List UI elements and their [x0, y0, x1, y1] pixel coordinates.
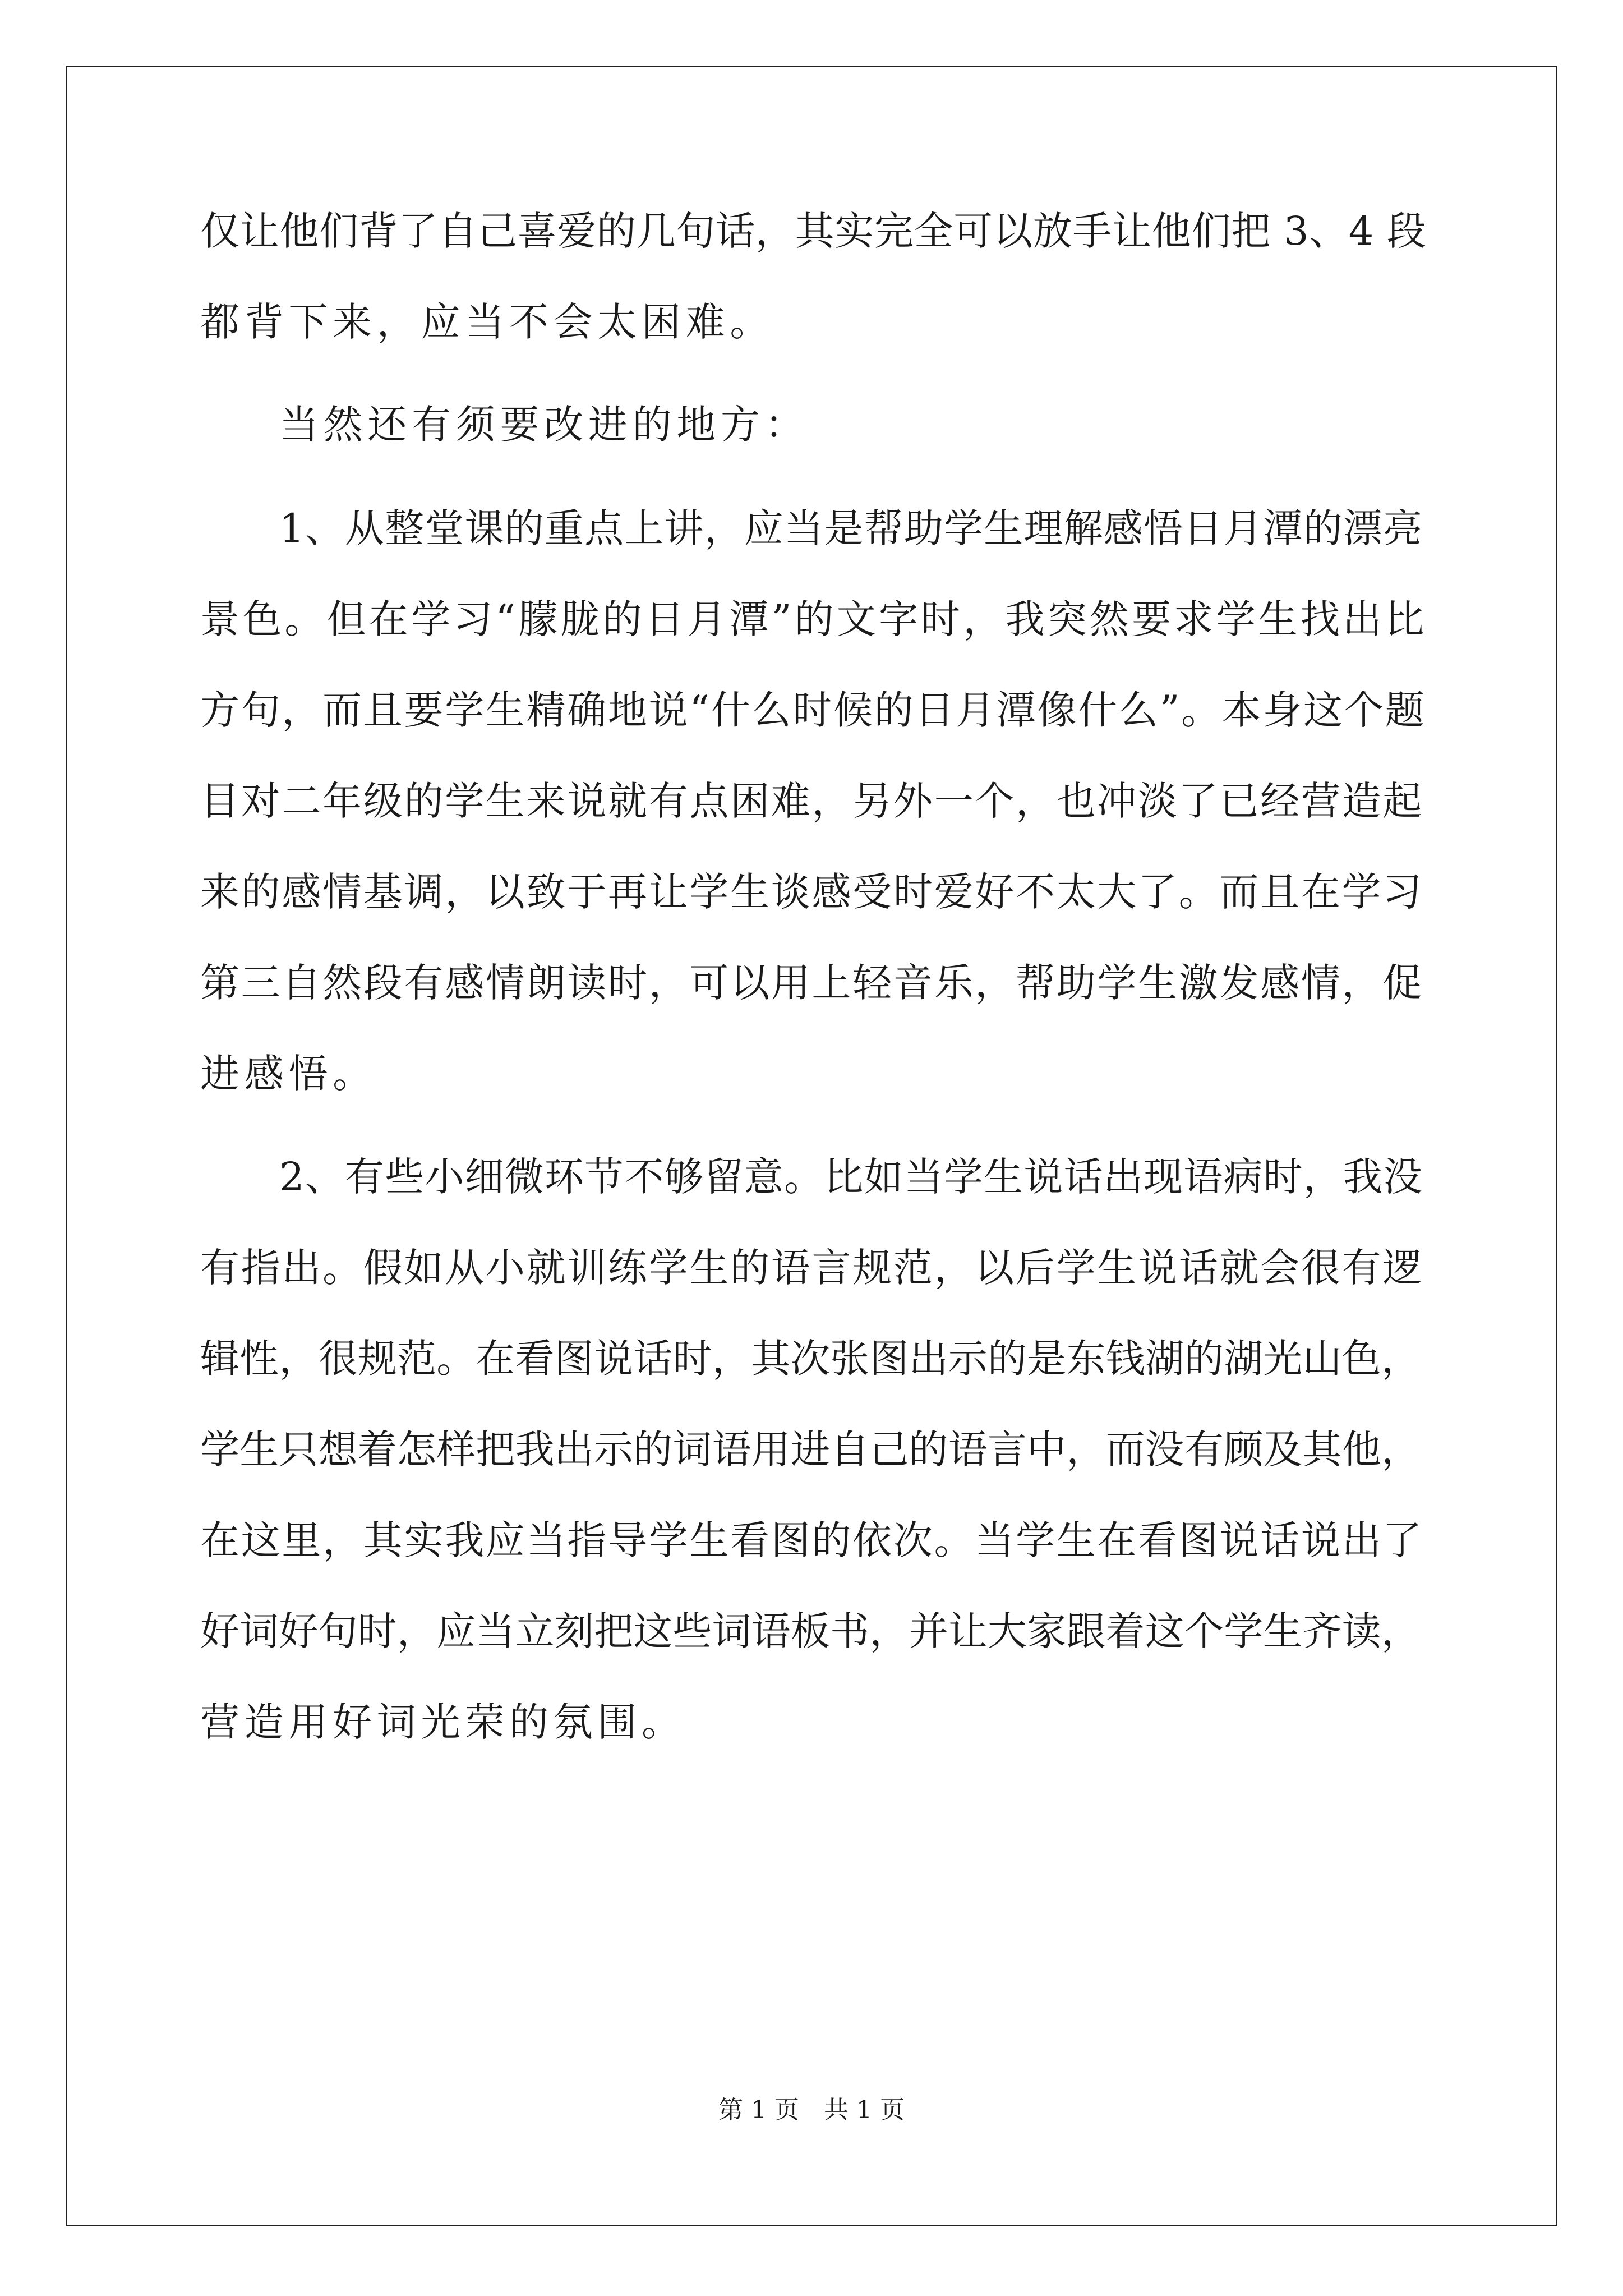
page-footer: 第 1 页 共 1 页 — [718, 2096, 905, 2124]
text-line: 都背下来，应当不会太困难。 — [200, 299, 774, 345]
text-line: 来的感情基调，以致于再让学生谈感受时爱好不太大了。而且在学习 — [200, 869, 1423, 915]
text-line: 仅让他们背了自己喜爱的几句话，其实完全可以放手让他们把 3、4 段 — [200, 208, 1427, 254]
text-line: 有指出。假如从小就训练学生的语言规范，以后学生说话就会很有逻 — [200, 1245, 1423, 1291]
text-line: 进感悟。 — [200, 1051, 377, 1097]
text-line: 第三自然段有感情朗读时，可以用上轻音乐，帮助学生激发感情，促 — [200, 960, 1423, 1006]
paragraph-first-line: 1、从整堂课的重点上讲，应当是帮助学生理解感悟日月潭的漂亮 — [279, 505, 1423, 551]
text-line: 学生只想着怎样把我出示的词语用进自己的语言中，而没有顾及其他， — [200, 1427, 1421, 1473]
text-line: 目对二年级的学生来说就有点困难，另外一个，也冲淡了已经营造起 — [200, 778, 1423, 824]
text-line: 营造用好词光荣的氛围。 — [200, 1699, 686, 1745]
text-line: 在这里，其实我应当指导学生看图的依次。当学生在看图说话说出了 — [200, 1517, 1423, 1563]
paragraph-first-line: 2、有些小细微环节不够留意。比如当学生说话出现语病时，我没 — [279, 1154, 1423, 1200]
text-line: 景色。但在学习“朦胧的日月潭”的文字时，我突然要求学生找出比 — [200, 596, 1427, 642]
text-line: 辑性，很规范。在看图说话时，其次张图出示的是东钱湖的湖光山色， — [200, 1336, 1421, 1382]
text-line: 方句，而且要学生精确地说“什么时候的日月潭像什么”。本身这个题 — [200, 687, 1426, 733]
page-border — [66, 66, 1557, 2226]
paragraph-first-line: 当然还有须要改进的地方： — [279, 402, 809, 448]
text-line: 好词好句时，应当立刻把这些词语板书，并让大家跟着这个学生齐读， — [200, 1608, 1421, 1654]
